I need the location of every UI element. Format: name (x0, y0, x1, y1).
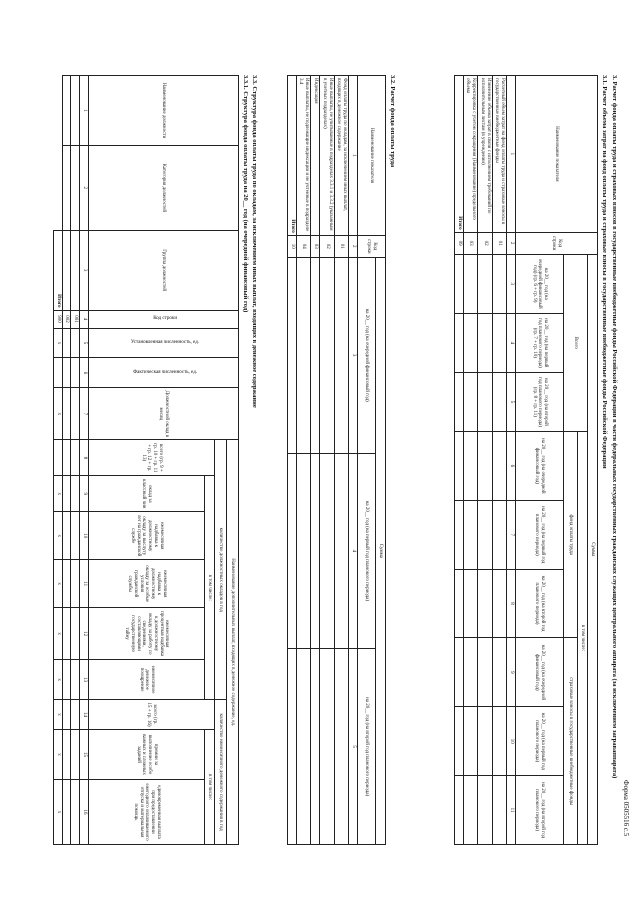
t3-h6: Фактическая численность, ед. (89, 358, 239, 388)
t3-c10: ежемесячная надбавка к должностному окладу за выслугу лет на гражданской службе (89, 512, 205, 560)
t2-row-code: 04 (296, 235, 311, 257)
t3-num: 13 (80, 660, 89, 700)
t1-row-name: Корректировка с учетом сокращения (Наименование) предельного объема (463, 76, 478, 233)
table-row (492, 76, 507, 845)
table-row (296, 76, 311, 845)
t2-row-code: 02 (320, 235, 335, 257)
t3-h-money: количество ежемесячного денежного содержания в год (215, 700, 227, 845)
t1-p1: на 20__ год (на очередной финансовый год) (гр. 6 + гр. 9) (516, 254, 564, 313)
t2-total-code: 10 (288, 235, 297, 257)
t1-p2: на 20__ год (на первый год планового периода) (гр. 7 + гр. 10) (516, 313, 564, 372)
x-cell: x (54, 779, 63, 844)
t2-row-name: Иные выплаты, не подлежащие индексации и не учтенные в подразделе 3.4 (296, 76, 311, 236)
t1-h-incl: в том числе: (578, 431, 588, 844)
section32-title: 3.2. Расчет фонда оплаты труда (389, 75, 396, 168)
t1-p3: на 20__ год (на второй год планового периода) (гр. 8 + гр. 11) (516, 372, 564, 431)
t2-p3: на 20__ год (на второй год планового периода) (358, 649, 376, 845)
x-cell: x (54, 560, 63, 608)
t1-row-code: 03 (463, 232, 478, 254)
t1-num: 3 (507, 254, 516, 313)
t1-num: 7 (507, 500, 516, 569)
t2-num: 1 (349, 76, 358, 236)
t1-num: 9 (507, 638, 516, 707)
t3-row-code: 002 (62, 310, 71, 328)
t3-h-incl2: в том числе: (205, 730, 215, 845)
t3-num: 5 (80, 328, 89, 358)
t3-h-cnt: количество должностных окладов в год (215, 440, 227, 700)
t3-h4: Код строки (89, 310, 239, 328)
t3-num: 9 (80, 476, 89, 512)
t2-num: 5 (349, 649, 358, 845)
t1-total-code: 09 (455, 232, 464, 254)
table-row (71, 76, 80, 845)
t3-c12: ежемесячная процентная надбавка к должностному окладу за работу со сведениями, составляющими государственную тайну (89, 608, 205, 660)
table-row (463, 76, 478, 845)
t2-num: 3 (349, 257, 358, 453)
t2-row-code: 01 (334, 235, 349, 257)
t3-num: 4 (80, 310, 89, 328)
table-3-3-1 (53, 75, 239, 845)
t3-c14: всего (гр. 15 + гр. 16) (89, 700, 215, 730)
t2-row-name: Фонд оплаты труда по окладам, за исключением иных выплат, входящих в денежное содержание (334, 76, 349, 236)
t2-h-sum: Сумма (376, 257, 386, 844)
t1-num: 10 (507, 707, 516, 776)
t3-c8: всего (гр. 9 + гр. 10 + гр. 11 + гр. 12 + гр. 13) (89, 440, 215, 476)
total-row (455, 76, 464, 845)
t2-h-name: Наименование показателя (358, 76, 386, 236)
t2-num: 2 (349, 235, 358, 257)
t1-row-name: Расчетный объем затрат на фонд оплаты труда и страховые взносы в государственные внебюджетные фонды (492, 76, 507, 233)
t3-num: 8 (80, 440, 89, 476)
t1-q3: на 20__ год (на второй год планового периода) (516, 569, 564, 638)
t1-row-code: 02 (478, 232, 493, 254)
t3-num: 3 (80, 230, 89, 310)
t3-c9: оклад за классный чин (89, 476, 205, 512)
t1-num: 8 (507, 569, 516, 638)
t3-num: 7 (80, 388, 89, 440)
t3-num: 11 (80, 560, 89, 608)
t1-total-label: Итого (455, 76, 464, 233)
t3-c13: ежемесячное денежное поощрение (89, 660, 205, 700)
x-cell: x (54, 512, 63, 560)
t1-row-name: Изменение объема затрат в связи с исполнением требований по исполнительным листам (в учреждении) (478, 76, 493, 233)
t1-h-sum: Сумма (588, 254, 598, 844)
t1-num: 11 (507, 776, 516, 845)
x-cell: x (54, 700, 63, 730)
t1-num: 6 (507, 431, 516, 500)
table-3-2 (287, 75, 386, 845)
t2-p1: на 20__ год (на очередной финансовый год) (358, 257, 376, 453)
t3-total-code: 900 (54, 310, 63, 328)
table-row (62, 76, 71, 845)
t2-p2: на 20__ год (на первый год планового периода) (358, 453, 376, 649)
section33-title: 3.3. Структура фонда оплаты труда по окладам, за исключением иных выплат, входящих в денежное содержание (251, 75, 258, 408)
t3-h7: Должностной оклад в месяц (89, 388, 239, 440)
total-row (54, 76, 63, 845)
section331-title: 3.3.1. Структура фонда оплаты труда на 20__ год (на очередной финансовый год) (242, 75, 249, 313)
t3-c16: единовременная выплата при предоставлении ежегодного оплачиваемого отпуска и материальная помощь (89, 779, 205, 844)
t1-q2: на 20__ год (на первый год планового периода) (516, 500, 564, 569)
t1-num: 1 (507, 76, 516, 233)
table-row (311, 76, 320, 845)
t1-q6: на 20__ год (на второй год планового периода) (516, 776, 564, 845)
x-cell: x (54, 730, 63, 780)
total-row (288, 76, 297, 845)
t3-c11: ежемесячная надбавка к должностному окладу за особые условия гражданской службы (89, 560, 205, 608)
t3-h-pay: Наименование дополнительных выплат, входящих в денежное содержание, ед. (227, 440, 239, 845)
t3-row-code: 001 (71, 310, 80, 328)
t3-num: 10 (80, 512, 89, 560)
t3-num: 16 (80, 779, 89, 844)
t3-num: 1 (80, 76, 89, 146)
form-code: Форма 0505516 с.5 (622, 780, 630, 837)
t3-h2: Категория должностей (89, 145, 239, 230)
t1-num: 4 (507, 313, 516, 372)
table-row (320, 76, 335, 845)
x-cell: x (54, 328, 63, 358)
t1-h-ins: страховые взносы в государственные внебюджетные фонды (564, 638, 578, 845)
t3-num: 15 (80, 730, 89, 780)
table-row (334, 76, 349, 845)
t3-h1: Наименование должности (89, 76, 239, 146)
t1-q5: на 20__ год (на первый год планового периода) (516, 707, 564, 776)
x-cell: x (54, 476, 63, 512)
t1-q1: на 20__ год (на очередной финансовый год) (516, 431, 564, 500)
t3-num: 14 (80, 700, 89, 730)
t3-num: 6 (80, 358, 89, 388)
t3-num: 12 (80, 608, 89, 660)
t2-total-label: Итого (288, 76, 297, 236)
table-row (478, 76, 493, 845)
t2-num: 4 (349, 453, 358, 649)
t3-h-incl: в том числе: (205, 476, 215, 700)
t3-h3: Группа должностей (89, 230, 239, 310)
t2-row-name: Иные выплаты, не учитываемые в подразделах 3.3.1 и 3.3.2 (указанным в учетных подразделах) (320, 76, 335, 236)
t1-h-code: Код строки (516, 232, 598, 254)
t2-h-code: Код строки (358, 235, 386, 257)
t1-num: 2 (507, 232, 516, 254)
t1-h-name: Наименование показателя (516, 76, 598, 233)
t3-c15: премии за выполнение особо важных и сложных заданий (89, 730, 205, 780)
section3-title: 3. Расчет фонда оплаты труда и страховых взносов в государственные внебюджетные фонды Российской Федерации в части федеральных государственных гражданских служащих центрального аппарата (за исключением заграваппарата) (611, 75, 618, 779)
t2-row-name: Индексация (311, 76, 320, 236)
t1-row-code: 01 (492, 232, 507, 254)
t1-h-total: Всего (564, 254, 588, 431)
x-cell: x (54, 660, 63, 700)
t3-h5: Установленная численность, ед. (89, 328, 239, 358)
t3-num: 2 (80, 145, 89, 230)
t1-h-fot: фонд оплаты труда (564, 431, 578, 637)
x-cell: x (54, 388, 63, 440)
t1-num: 5 (507, 372, 516, 431)
table-3-1 (454, 75, 598, 845)
section31-title: 3.1. Расчет объема затрат на фонд оплаты труда и страховые взносы в государственные внебюджетные фонды Российской Федерации (601, 75, 608, 469)
t3-total-label: Итого (54, 230, 63, 310)
x-cell: x (54, 608, 63, 660)
t1-q4: на 20__ год (на очередной финансовый год) (516, 638, 564, 707)
t2-row-code: 03 (311, 235, 320, 257)
